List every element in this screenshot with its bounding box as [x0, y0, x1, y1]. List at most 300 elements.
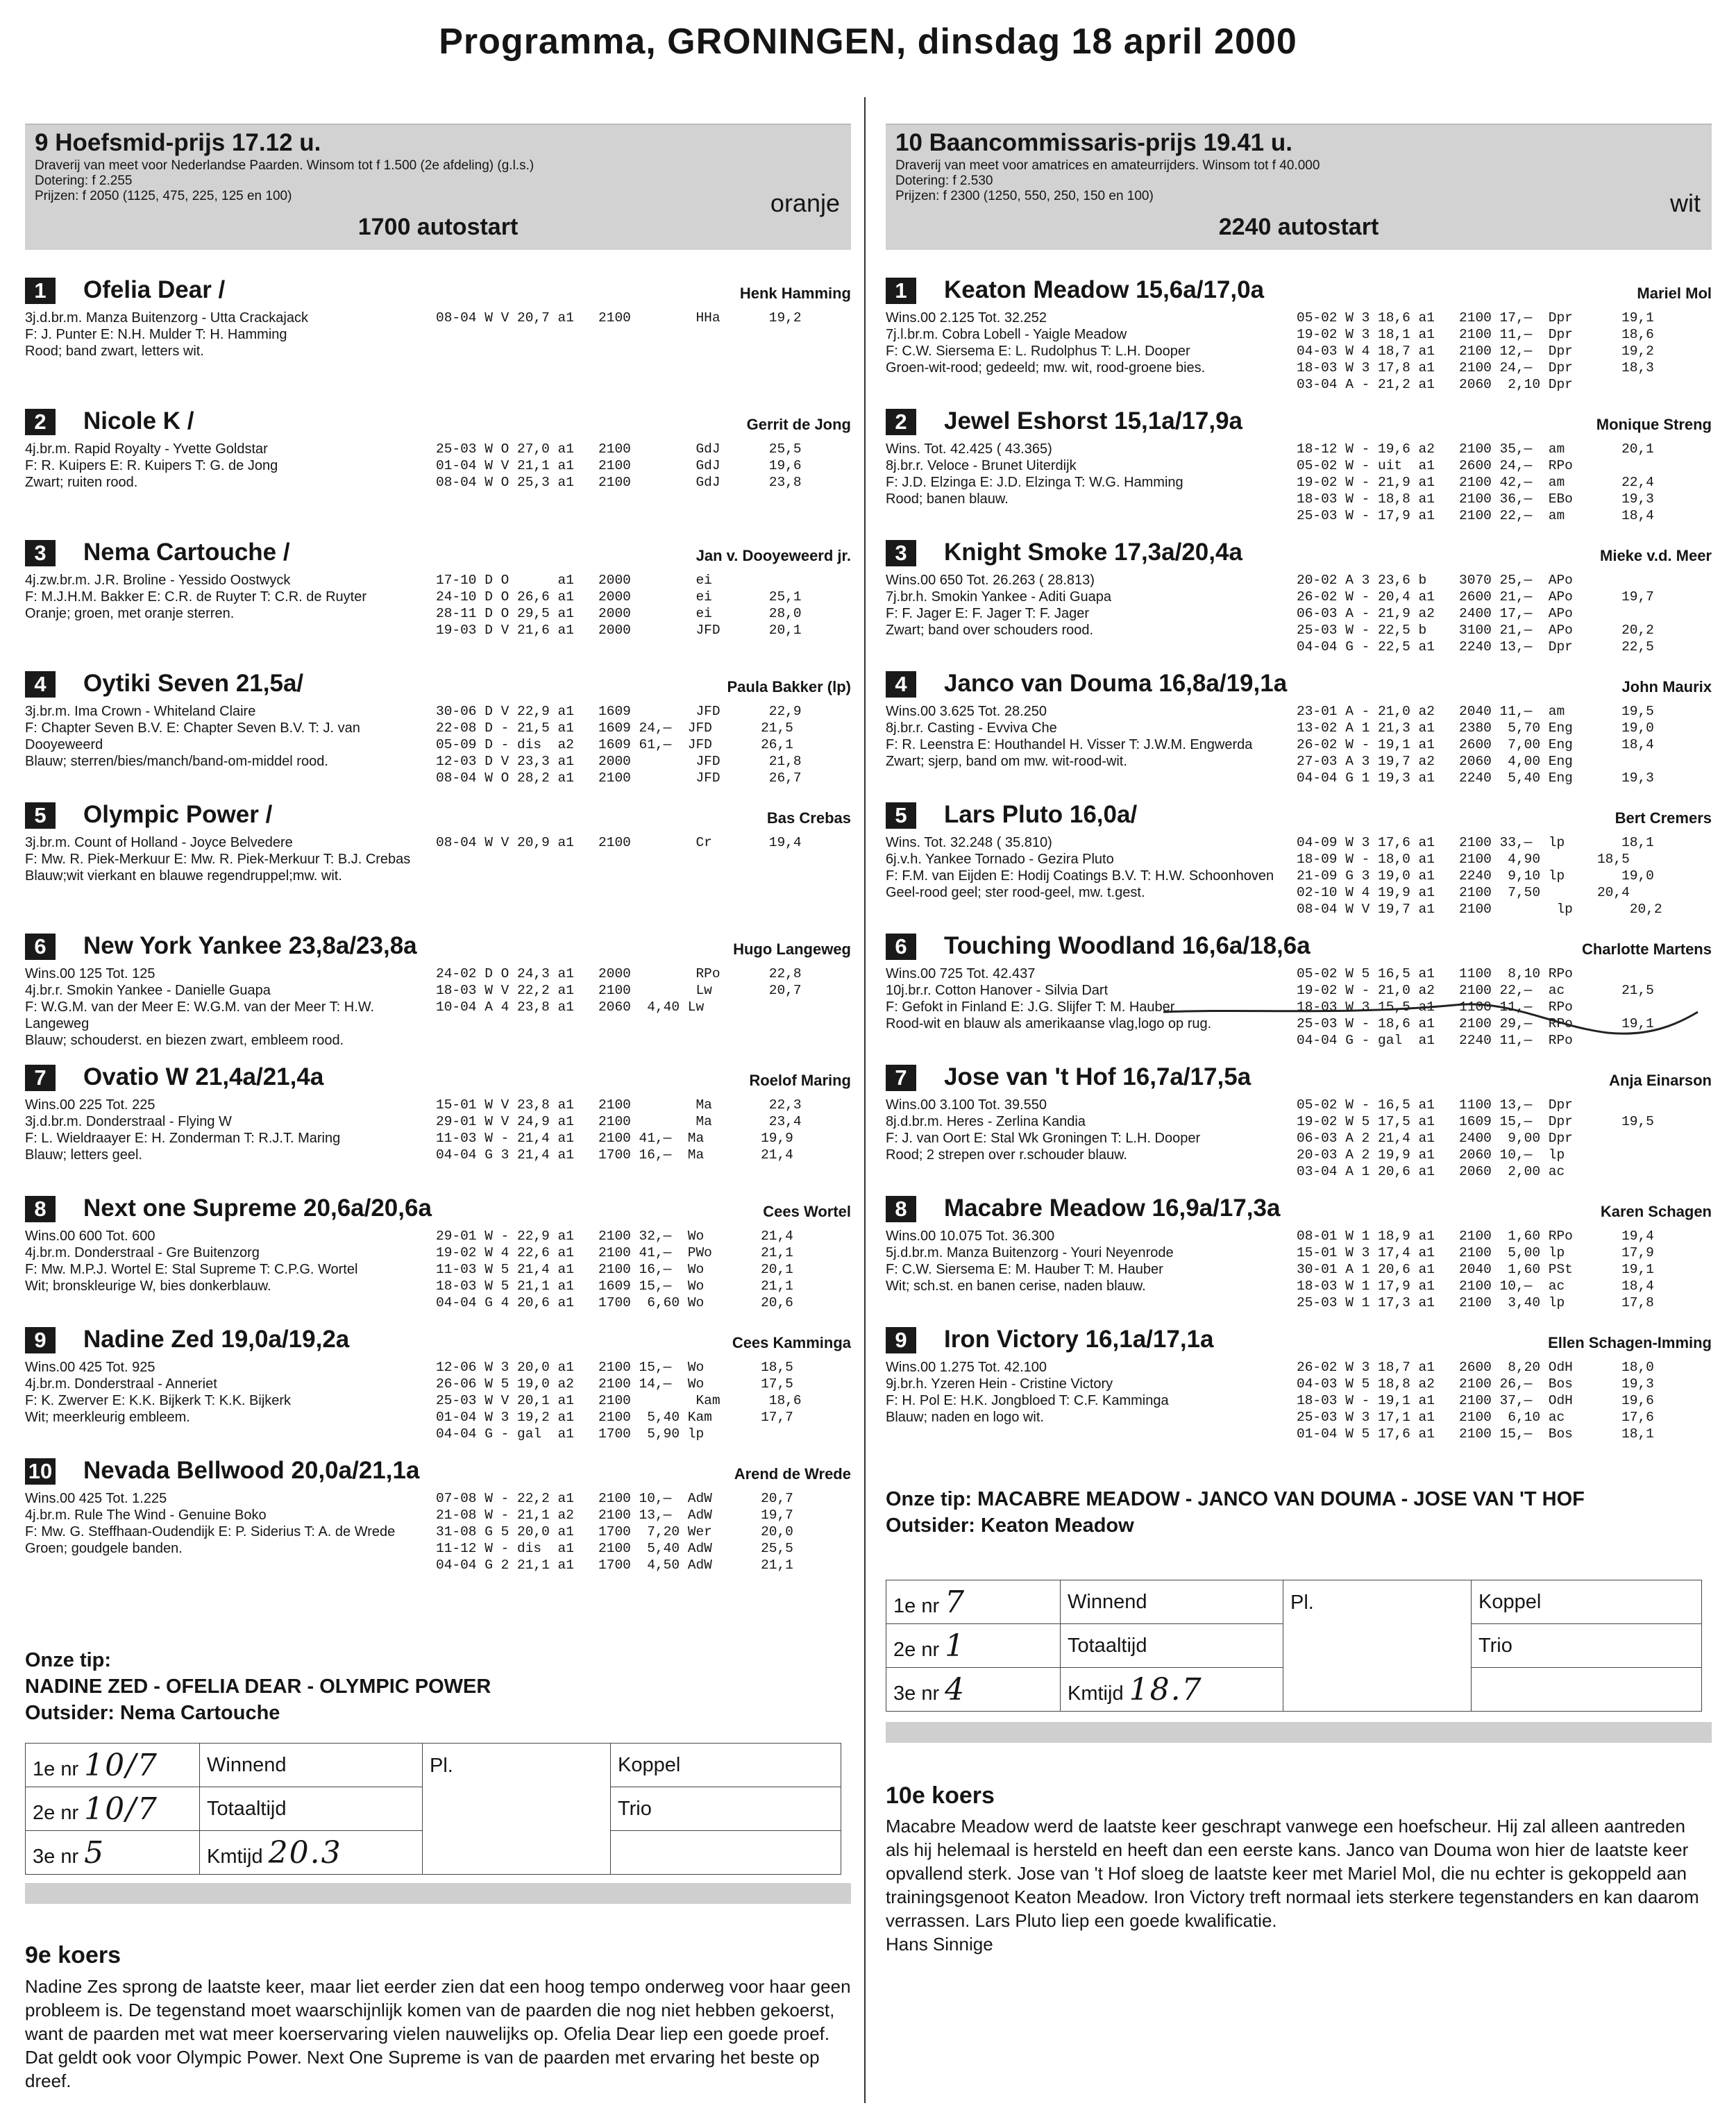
form-row: 03-04 A 1 20,6 a1 2060 2,00 ac — [1297, 1164, 1565, 1179]
horse-info-line: F: H. Pol E: H.K. Jongbloed T: C.F. Kamminga — [886, 1393, 1169, 1408]
form-row: 04-04 G - 22,5 a1 2240 13,— Dpr 22,5 — [1297, 639, 1654, 655]
horse-name: Next one Supreme 20,6a/20,6a — [83, 1195, 432, 1222]
form-row: 26-02 W - 19,1 a1 2600 7,00 Eng 18,4 — [1297, 737, 1654, 752]
result-cell — [1061, 1668, 1283, 1712]
result-label: 1e nr — [893, 1594, 940, 1617]
horse-number: 5 — [25, 802, 56, 829]
horse-form — [436, 1490, 793, 1573]
horse-info-line: Zwart; ruiten rood. — [25, 475, 138, 490]
horse-driver: Arend de Wrede — [734, 1465, 851, 1483]
results-table — [25, 1743, 841, 1875]
horse-info-line: 4j.br.m. Rapid Royalty - Yvette Goldstar — [25, 441, 268, 457]
horse-info-line: Wins. Tot. 32.248 ( 35.810) — [886, 835, 1052, 850]
result-third — [26, 1831, 200, 1875]
form-row: 23-01 A - 21,0 a2 2040 11,— am 19,5 — [1297, 704, 1654, 719]
horse-info-line: 4j.br.m. Donderstraal - Anneriet — [25, 1376, 217, 1392]
form-row: 04-04 G 3 21,4 a1 1700 16,— Ma 21,4 — [436, 1147, 793, 1163]
horse-number: 6 — [25, 934, 56, 960]
form-row: 18-03 W 1 17,9 a1 2100 10,— ac 18,4 — [1297, 1278, 1654, 1294]
form-row: 30-01 A 1 20,6 a1 2040 1,60 PSt 19,1 — [1297, 1262, 1654, 1277]
horse-name: Olympic Power / — [83, 801, 273, 828]
horse-info-line: Zwart; sjerp, band om mw. wit-rood-wit. — [886, 754, 1127, 769]
horse-info-line: F: J.D. Elzinga E: J.D. Elzinga T: W.G. Hamming — [886, 475, 1183, 490]
horse-info-line: Wit; bronskleurige W, bies donkerblauw. — [25, 1278, 271, 1294]
horse-name: Ofelia Dear / — [83, 276, 226, 303]
horse-form — [1297, 441, 1654, 524]
horse-info-line: 10j.br.r. Cotton Hanover - Silvia Dart — [886, 983, 1109, 998]
horse-form — [1297, 965, 1654, 1049]
form-row: 26-02 W - 20,4 a1 2600 21,— APo 19,7 — [1297, 589, 1654, 605]
horse-number: 9 — [886, 1327, 916, 1353]
horse-info-line: 9j.br.h. Yzeren Hein - Cristine Victory — [886, 1376, 1113, 1392]
horse-driver: Bert Cremers — [1615, 809, 1712, 827]
result-label: Kmtijd — [1068, 1682, 1124, 1705]
result-cell — [1472, 1668, 1702, 1712]
race-header — [886, 124, 1712, 250]
form-row: 12-03 D V 23,3 a1 2000 JFD 21,8 — [436, 754, 802, 769]
horse-info-line: F: K. Zwerver E: K.K. Bijkerk T: K.K. Bijkerk — [25, 1393, 292, 1408]
horse-info-line: F: L. Wieldraayer E: H. Zonderman T: R.J.T. Maring — [25, 1131, 341, 1146]
form-row: 25-03 W V 20,1 a1 2100 Kam 18,6 — [436, 1393, 802, 1408]
horse-info-line: 6j.v.h. Yankee Tornado - Gezira Pluto — [886, 852, 1114, 867]
horse-info — [25, 965, 441, 1049]
horse-number: 10 — [25, 1458, 56, 1485]
horse-number: 7 — [886, 1065, 916, 1091]
horse-name: Lars Pluto 16,0a/ — [944, 801, 1138, 828]
horse-info — [25, 703, 441, 770]
horse-info-line: Wins.00 725 Tot. 42.437 — [886, 966, 1036, 981]
horse-info-line: Wins.00 2.125 Tot. 32.252 — [886, 310, 1047, 326]
tip-block — [25, 1647, 851, 1726]
result-label: Kmtijd — [207, 1845, 263, 1868]
horse-form — [1297, 1097, 1654, 1180]
result-label: 1e nr — [33, 1757, 79, 1780]
horse-info-line: Wins. Tot. 42.425 ( 43.365) — [886, 441, 1052, 457]
result-cell — [200, 1831, 423, 1875]
horse-name: New York Yankee 23,8a/23,8a — [83, 932, 417, 959]
form-row: 07-08 W - 22,2 a1 2100 10,— AdW 20,7 — [436, 1491, 793, 1506]
horse-form — [436, 834, 802, 851]
commentary: Nadine Zes sprong de laatste keer, maar liet eerder zien dat een hoog tempo onderweg voor haar geen probleem is. De tegenstand moet waarschijnlijk komen van de paarden die nog niet hebben gekoerst, want de paarden met wat meer koerservaring vielen nauwelijks op. Ofelia Dear liep een goede proef. Dat geldt ook voor Olympic Power. Next One Supreme is van de paarden met ervaring het beste op dreef. — [25, 1976, 851, 2091]
horse-info-line: Wins.00 3.625 Tot. 28.250 — [886, 704, 1047, 719]
form-row: 18-03 W 5 21,1 a1 1609 15,— Wo 21,1 — [436, 1278, 793, 1294]
result-cell: Koppel — [1472, 1580, 1702, 1624]
horse-form — [436, 310, 802, 326]
horse-driver: Anja Einarson — [1609, 1072, 1712, 1089]
form-row: 26-06 W 5 19,0 a2 2100 14,— Wo 17,5 — [436, 1376, 793, 1392]
horse-info-line: Blauw; naden en logo wit. — [886, 1410, 1044, 1425]
handwritten-value: 18.7 — [1129, 1671, 1203, 1707]
form-row: 28-11 D O 29,5 a1 2000 ei 28,0 — [436, 606, 802, 621]
handwritten-value: 10/7 — [84, 1747, 158, 1783]
horse-name: Nema Cartouche / — [83, 539, 290, 566]
horse-name: Nicole K / — [83, 407, 194, 434]
form-row: 02-10 W 4 19,9 a1 2100 7,50 20,4 — [1297, 885, 1630, 900]
form-row: 18-03 W 3 15,5 a1 1100 11,— RPo — [1297, 999, 1573, 1015]
horse-number: 3 — [886, 540, 916, 566]
horse-form — [436, 965, 802, 1015]
tip-text: NADINE ZED - OFELIA DEAR - OLYMPIC POWER — [25, 1676, 491, 1698]
horse-number: 9 — [25, 1327, 56, 1353]
horse-info-line: F: J. van Oort E: Stal Wk Groningen T: L.H. Dooper — [886, 1131, 1201, 1146]
form-row: 20-02 A 3 23,6 b 3070 25,— APo — [1297, 573, 1573, 588]
horse-number: 4 — [25, 671, 56, 698]
result-cell: Trio — [611, 1787, 841, 1831]
form-row: 08-04 W O 28,2 a1 2100 JFD 26,7 — [436, 770, 802, 786]
column-divider — [864, 97, 866, 2103]
horse-info-line: Wins.00 1.275 Tot. 42.100 — [886, 1360, 1047, 1375]
form-row: 19-02 W 5 17,5 a1 1609 15,— Dpr 19,5 — [1297, 1114, 1654, 1129]
result-label: 2e nr — [33, 1801, 79, 1824]
handwritten-value: 20.3 — [268, 1834, 342, 1871]
form-row: 04-04 G 2 21,1 a1 1700 4,50 AdW 21,1 — [436, 1558, 793, 1573]
form-row: 18-12 W - 19,6 a2 2100 35,— am 20,1 — [1297, 441, 1654, 457]
horse-name: Jose van 't Hof 16,7a/17,5a — [944, 1063, 1252, 1090]
handwritten-value: 4 — [945, 1671, 966, 1707]
commentary-title: 10e koers — [886, 1782, 995, 1809]
horse-driver: Monique Streng — [1596, 416, 1712, 433]
form-row: 01-04 W V 21,1 a1 2100 GdJ 19,6 — [436, 458, 802, 473]
form-row: 06-03 A 2 21,4 a1 2400 9,00 Dpr — [1297, 1131, 1573, 1146]
form-row: 19-03 D V 21,6 a1 2000 JFD 20,1 — [436, 623, 802, 638]
horse-info-line: F: F. Jager E: F. Jager T: F. Jager — [886, 606, 1090, 621]
horse-driver: Cees Wortel — [763, 1203, 851, 1220]
form-row: 25-03 W 3 17,1 a1 2100 6,10 ac 17,6 — [1297, 1410, 1654, 1425]
horse-info-line: 3j.d.br.m. Donderstraal - Flying W — [25, 1114, 232, 1129]
horse-info-line: Wins.00 425 Tot. 925 — [25, 1360, 155, 1375]
horse-info — [886, 572, 1302, 639]
form-row: 04-09 W 3 17,6 a1 2100 33,— lp 18,1 — [1297, 835, 1654, 850]
form-row: 11-03 W - 21,4 a1 2100 41,— Ma 19,9 — [436, 1131, 793, 1146]
result-label: 3e nr — [33, 1845, 79, 1868]
race-color: wit — [1670, 189, 1701, 217]
horse-name: Jewel Eshorst 15,1a/17,9a — [944, 407, 1242, 434]
horse-info-line: 4j.br.m. Donderstraal - Gre Buitenzorg — [25, 1245, 260, 1260]
horse-form — [436, 441, 802, 491]
horse-name: Nadine Zed 19,0a/19,2a — [83, 1326, 350, 1353]
horse-name: Oytiki Seven 21,5a/ — [83, 670, 304, 697]
grey-bar — [886, 1722, 1712, 1743]
horse-driver: Ellen Schagen-Imming — [1548, 1334, 1712, 1351]
horse-info-line: 7j.l.br.m. Cobra Lobell - Yaigle Meadow — [886, 327, 1127, 342]
form-row: 04-03 W 4 18,7 a1 2100 12,— Dpr 19,2 — [1297, 344, 1654, 359]
horse-number: 4 — [886, 671, 916, 698]
form-row: 08-04 W V 19,7 a1 2100 lp 20,2 — [1297, 902, 1662, 917]
form-row: 05-02 W 5 16,5 a1 1100 8,10 RPo — [1297, 966, 1573, 981]
horse-info-line: 5j.d.br.m. Manza Buitenzorg - Youri Neyenrode — [886, 1245, 1174, 1260]
table-row — [886, 1580, 1702, 1624]
result-second — [886, 1624, 1061, 1668]
horse-info-line: Blauw; schouderst. en biezen zwart, embleem rood. — [25, 1033, 344, 1048]
form-row: 26-02 W 3 18,7 a1 2600 8,20 OdH 18,0 — [1297, 1360, 1654, 1375]
race-start: 1700 autostart — [357, 214, 519, 240]
horse-info — [25, 1490, 441, 1557]
horse-info-line: Geel-rood geel; ster rood-geel, mw. t.gest. — [886, 885, 1145, 900]
horse-info — [25, 572, 441, 622]
horse-info-line: Wins.00 3.100 Tot. 39.550 — [886, 1097, 1047, 1113]
horse-number: 6 — [886, 934, 916, 960]
horse-driver: John Maurix — [1621, 678, 1712, 695]
horse-form — [1297, 1359, 1654, 1442]
race-start: 2240 autostart — [1218, 214, 1379, 240]
race-10-column — [886, 124, 1712, 1955]
horse-info-line: Wins.00 10.075 Tot. 36.300 — [886, 1229, 1055, 1244]
horse-driver: Mariel Mol — [1637, 285, 1712, 302]
horse-driver: Jan v. Dooyeweerd jr. — [696, 547, 851, 564]
form-row: 08-04 W V 20,7 a1 2100 HHa 19,2 — [436, 310, 802, 326]
result-cell: Winnend — [200, 1744, 423, 1787]
horse-info-line: Rood-wit en blauw als amerikaanse vlag,logo op rug. — [886, 1016, 1212, 1031]
commentary — [886, 1814, 1712, 1956]
horse-name: Touching Woodland 16,6a/18,6a — [944, 932, 1311, 959]
race-prizes: Prijzen: f 2050 (1125, 475, 225, 125 en 100) — [35, 189, 292, 203]
horse-driver: Roelof Maring — [749, 1072, 851, 1089]
result-second — [26, 1787, 200, 1831]
race-title: 10 Baancommissaris-prijs 19.41 u. — [895, 129, 1292, 156]
form-row: 08-01 W 1 18,9 a1 2100 1,60 RPo 19,4 — [1297, 1229, 1654, 1244]
horse-driver: Cees Kamminga — [732, 1334, 851, 1351]
horse-driver: Paula Bakker (lp) — [727, 678, 851, 695]
horse-driver: Henk Hamming — [739, 285, 851, 302]
form-row: 18-09 W - 18,0 a1 2100 4,90 18,5 — [1297, 852, 1630, 867]
horse-info-line: 3j.br.m. Ima Crown - Whiteland Claire — [25, 704, 256, 719]
result-label: 3e nr — [893, 1682, 940, 1705]
handwritten-value: 7 — [945, 1584, 966, 1620]
horse-form — [1297, 310, 1654, 393]
result-cell: Koppel — [611, 1744, 841, 1787]
horse-info-line: Groen-wit-rood; gedeeld; mw. wit, rood-groene bies. — [886, 360, 1206, 375]
horse-info-line: Wins.00 650 Tot. 26.263 ( 28.813) — [886, 573, 1095, 588]
form-row: 13-02 A 1 21,3 a1 2380 5,70 Eng 19,0 — [1297, 720, 1654, 736]
horse-number: 8 — [25, 1196, 56, 1222]
horse-form — [436, 1228, 793, 1311]
horse-number: 8 — [886, 1196, 916, 1222]
horse-info-line: Wins.00 125 Tot. 125 — [25, 966, 155, 981]
result-cell: Totaaltijd — [1061, 1624, 1283, 1668]
horse-info-line: 4j.br.r. Smokin Yankee - Danielle Guapa — [25, 983, 271, 998]
form-row: 25-03 W - 22,5 b 3100 21,— APo 20,2 — [1297, 623, 1654, 638]
result-cell: Winnend — [1061, 1580, 1283, 1624]
horse-info-line: F: M.J.H.M. Bakker E: C.R. de Ruyter T: C.R. de Ruyter — [25, 589, 366, 605]
form-row: 22-08 D - 21,5 a1 1609 24,— JFD 21,5 — [436, 720, 793, 736]
form-row: 08-04 W V 20,9 a1 2100 Cr 19,4 — [436, 835, 802, 850]
result-cell — [611, 1831, 841, 1875]
horse-info — [886, 1359, 1302, 1426]
form-row: 04-04 G - gal a1 2240 11,— RPo — [1297, 1033, 1573, 1048]
race-title: 9 Hoefsmid-prijs 17.12 u. — [35, 129, 321, 156]
form-row: 21-09 G 3 19,0 a1 2240 9,10 lp 19,0 — [1297, 868, 1654, 884]
form-row: 18-03 W - 18,8 a1 2100 36,— EBo 19,3 — [1297, 491, 1654, 507]
form-row: 30-06 D V 22,9 a1 1609 JFD 22,9 — [436, 704, 802, 719]
horse-info-line: 8j.br.r. Casting - Evviva Che — [886, 720, 1057, 736]
horse-info-line: Rood; band zwart, letters wit. — [25, 344, 204, 359]
race-prizes: Prijzen: f 2300 (1250, 550, 250, 150 en 100) — [895, 189, 1154, 203]
horse-form — [1297, 1228, 1654, 1311]
race-color: oranje — [770, 189, 840, 217]
horse-info-line: Wins.00 600 Tot. 600 — [25, 1229, 155, 1244]
race-dotering: Dotering: f 2.255 — [35, 174, 133, 188]
horse-form — [436, 1097, 802, 1163]
form-row: 04-04 G 4 20,6 a1 1700 6,60 Wo 20,6 — [436, 1295, 793, 1310]
result-cell: Pl. — [1283, 1580, 1472, 1712]
race-conditions: Draverij van meet voor amatrices en amateurrijders. Winsom tot f 40.000 — [895, 158, 1320, 173]
horse-info — [25, 441, 441, 491]
horse-number: 5 — [886, 802, 916, 829]
commentary-title: 9e koers — [25, 1942, 121, 1968]
form-row: 29-01 W - 22,9 a1 2100 32,— Wo 21,4 — [436, 1229, 793, 1244]
outsider: Outsider: Nema Cartouche — [25, 1702, 280, 1724]
horse-name: Nevada Bellwood 20,0a/21,1a — [83, 1457, 420, 1484]
horse-info-line: F: Mw. G. Steffhaan-Oudendijk E: P. Siderius T: A. de Wrede — [25, 1524, 396, 1539]
form-row: 19-02 W 4 22,6 a1 2100 41,— PWo 21,1 — [436, 1245, 793, 1260]
horse-info-line: 4j.zw.br.m. J.R. Broline - Yessido Oostwyck — [25, 573, 291, 588]
horse-info-line: Oranje; groen, met oranje sterren. — [25, 606, 235, 621]
horse-info-line: F: Chapter Seven B.V. E: Chapter Seven B.V. T: J. van Dooyeweerd — [25, 720, 360, 752]
horse-info-line: 4j.br.m. Rule The Wind - Genuine Boko — [25, 1508, 267, 1523]
horse-driver: Charlotte Martens — [1581, 940, 1712, 958]
horse-info-line: 7j.br.h. Smokin Yankee - Aditi Guapa — [886, 589, 1112, 605]
horse-number: 1 — [25, 278, 56, 304]
form-row: 01-04 W 5 17,6 a1 2100 15,— Bos 18,1 — [1297, 1426, 1654, 1442]
form-row: 11-12 W - dis a1 2100 5,40 AdW 25,5 — [436, 1541, 793, 1556]
form-row: 04-03 W 5 18,8 a2 2100 26,— Bos 19,3 — [1297, 1376, 1654, 1392]
form-row: 10-04 A 4 23,8 a1 2060 4,40 Lw — [436, 999, 705, 1015]
form-row: 18-03 W V 22,2 a1 2100 Lw 20,7 — [436, 983, 802, 998]
horse-name: Iron Victory 16,1a/17,1a — [944, 1326, 1214, 1353]
horse-info-line: Groen; goudgele banden. — [25, 1541, 183, 1556]
commentary-author: Hans Sinnige — [886, 1934, 993, 1955]
horse-number: 3 — [25, 540, 56, 566]
form-row: 20-03 A 2 19,9 a1 2060 10,— lp — [1297, 1147, 1565, 1163]
horse-info-line: Wit; meerkleurig embleem. — [25, 1410, 190, 1425]
horse-info-line: F: F.M. van Eijden E: Hodij Coatings B.V. T: H.W. Schoonhoven — [886, 868, 1274, 884]
tip-text: Onze tip: MACABRE MEADOW - JANCO VAN DOUMA - JOSE VAN 'T HOF — [886, 1488, 1585, 1510]
horse-info-line: F: R. Kuipers E: R. Kuipers T: G. de Jong — [25, 458, 278, 473]
result-first — [26, 1744, 200, 1787]
horse-info-line: F: C.W. Siersema E: L. Rudolphus T: L.H. Dooper — [886, 344, 1190, 359]
form-row: 27-03 A 3 19,7 a2 2060 4,00 Eng — [1297, 754, 1573, 769]
horse-info — [886, 834, 1302, 901]
horse-form — [1297, 834, 1662, 918]
horse-info-line: Rood; 2 strepen over r.schouder blauw. — [886, 1147, 1127, 1163]
form-row: 21-08 W - 21,1 a2 2100 13,— AdW 19,7 — [436, 1508, 793, 1523]
horse-info — [25, 1097, 441, 1163]
horse-name: Macabre Meadow 16,9a/17,3a — [944, 1195, 1281, 1222]
form-row: 03-04 A - 21,2 a1 2060 2,10 Dpr — [1297, 377, 1573, 392]
result-cell: Trio — [1472, 1624, 1702, 1668]
horse-info-line: 3j.d.br.m. Manza Buitenzorg - Utta Crackajack — [25, 310, 308, 326]
result-first — [886, 1580, 1061, 1624]
horse-info-line: Rood; banen blauw. — [886, 491, 1009, 507]
horse-info-line: F: J. Punter E: N.H. Mulder T: H. Hamming — [25, 327, 287, 342]
form-row: 05-02 W - 16,5 a1 1100 13,— Dpr — [1297, 1097, 1573, 1113]
horse-form — [436, 703, 802, 786]
result-third — [886, 1668, 1061, 1712]
form-row: 06-03 A - 21,9 a2 2400 17,— APo — [1297, 606, 1573, 621]
commentary-text: Macabre Meadow werd de laatste keer geschrapt vanwege een hoefscheur. Hij zal alleen aantreden als hij helemaal is hersteld en heeft dan een eerste kans. Janco van Douma won hier de laatste keer opvallend sterk. Jose van 't Hof sloeg de laatste keer met Mariel Mol, die nu echter is gekoppeld aan trainingsgenoot Keaton Meadow. Iron Victory treft normaal iets sterkere tegenstanders en kan daarom verrassen. Lars Pluto liep een goede kwalificatie. — [886, 1816, 1699, 1931]
results-table — [886, 1580, 1702, 1712]
grey-bar — [25, 1883, 851, 1904]
form-row: 05-09 D - dis a2 1609 61,— JFD 26,1 — [436, 737, 793, 752]
form-row: 25-03 W - 17,9 a1 2100 22,— am 18,4 — [1297, 508, 1654, 523]
horse-name: Keaton Meadow 15,6a/17,0a — [944, 276, 1265, 303]
form-row: 05-02 W - uit a1 2600 24,— RPo — [1297, 458, 1573, 473]
form-row: 15-01 W 3 17,4 a1 2100 5,00 lp 17,9 — [1297, 1245, 1654, 1260]
horse-name: Janco van Douma 16,8a/19,1a — [944, 670, 1288, 697]
form-row: 01-04 W 3 19,2 a1 2100 5,40 Kam 17,7 — [436, 1410, 793, 1425]
horse-info — [886, 1228, 1302, 1294]
horse-number: 7 — [25, 1065, 56, 1091]
horse-driver: Mieke v.d. Meer — [1600, 547, 1712, 564]
horse-info-line: 3j.br.m. Count of Holland - Joyce Belvedere — [25, 835, 293, 850]
horse-info-line: Blauw; letters geel. — [25, 1147, 142, 1163]
handwritten-value: 5 — [84, 1834, 106, 1871]
form-row: 24-02 D O 24,3 a1 2000 RPo 22,8 — [436, 966, 802, 981]
form-row: 05-02 W 3 18,6 a1 2100 17,— Dpr 19,1 — [1297, 310, 1654, 326]
horse-info-line: Wit; sch.st. en banen cerise, naden blauw. — [886, 1278, 1146, 1294]
result-cell: Totaaltijd — [200, 1787, 423, 1831]
page-title: Programma, GRONINGEN, dinsdag 18 april 2000 — [439, 22, 1297, 62]
form-row: 08-04 W O 25,3 a1 2100 GdJ 23,8 — [436, 475, 802, 490]
horse-info — [25, 1228, 441, 1294]
horse-form — [1297, 572, 1654, 655]
race-9-column — [25, 124, 851, 2091]
form-row: 25-03 W 1 17,3 a1 2100 3,40 lp 17,8 — [1297, 1295, 1654, 1310]
horse-info-line: F: C.W. Siersema E: M. Hauber T: M. Hauber — [886, 1262, 1163, 1277]
horse-info — [25, 834, 441, 884]
horse-info-line: F: R. Leenstra E: Houthandel H. Visser T: J.W.M. Engwerda — [886, 737, 1253, 752]
horse-name: Ovatio W 21,4a/21,4a — [83, 1063, 324, 1090]
horse-info-line: Wins.00 225 Tot. 225 — [25, 1097, 155, 1113]
race-conditions: Draverij van meet voor Nederlandse Paarden. Winsom tot f 1.500 (2e afdeling) (g.l.s.) — [35, 158, 534, 173]
horse-name: Knight Smoke 17,3a/20,4a — [944, 539, 1242, 566]
form-row: 18-03 W 3 17,8 a1 2100 24,— Dpr 18,3 — [1297, 360, 1654, 375]
tip-label: Onze tip: — [25, 1649, 112, 1671]
form-row: 18-03 W - 19,1 a1 2100 37,— OdH 19,6 — [1297, 1393, 1654, 1408]
form-row: 12-06 W 3 20,0 a1 2100 15,— Wo 18,5 — [436, 1360, 793, 1375]
horse-driver: Karen Schagen — [1600, 1203, 1712, 1220]
outsider: Outsider: Keaton Meadow — [886, 1514, 1134, 1537]
horse-info-line: 8j.br.r. Veloce - Brunet Uiterdijk — [886, 458, 1077, 473]
horse-info-line: Blauw;wit vierkant en blauwe regendruppel;mw. wit. — [25, 868, 342, 884]
horse-number: 2 — [886, 409, 916, 435]
form-row: 31-08 G 5 20,0 a1 1700 7,20 Wer 20,0 — [436, 1524, 793, 1539]
horse-info-line: F: Mw. R. Piek-Merkuur E: Mw. R. Piek-Merkuur T: B.J. Crebas — [25, 852, 411, 867]
handwritten-value: 1 — [945, 1628, 966, 1664]
race-dotering: Dotering: f 2.530 — [895, 174, 993, 188]
form-row: 29-01 W V 24,9 a1 2100 Ma 23,4 — [436, 1114, 802, 1129]
race-description — [895, 158, 1320, 204]
form-row: 25-03 W O 27,0 a1 2100 GdJ 25,5 — [436, 441, 802, 457]
form-row: 19-02 W - 21,0 a2 2100 22,— ac 21,5 — [1297, 983, 1654, 998]
form-row: 15-01 W V 23,8 a1 2100 Ma 22,3 — [436, 1097, 802, 1113]
horse-info — [886, 965, 1302, 1032]
form-row: 19-02 W - 21,9 a1 2100 42,— am 22,4 — [1297, 475, 1654, 490]
horse-driver: Hugo Langeweg — [733, 940, 851, 958]
horse-info — [886, 1097, 1302, 1163]
form-row: 04-04 G - gal a1 1700 5,90 lp — [436, 1426, 705, 1442]
horse-driver: Bas Crebas — [766, 809, 851, 827]
horse-info-line: F: Mw. M.P.J. Wortel E: Stal Supreme T: C.P.G. Wortel — [25, 1262, 358, 1277]
horse-driver: Gerrit de Jong — [746, 416, 851, 433]
horse-info — [886, 310, 1302, 376]
horse-info — [25, 310, 441, 360]
horse-form — [436, 1359, 802, 1442]
result-cell: Pl. — [423, 1744, 611, 1875]
horse-form — [1297, 703, 1654, 786]
form-row: 24-10 D O 26,6 a1 2000 ei 25,1 — [436, 589, 802, 605]
result-label: 2e nr — [893, 1638, 940, 1661]
